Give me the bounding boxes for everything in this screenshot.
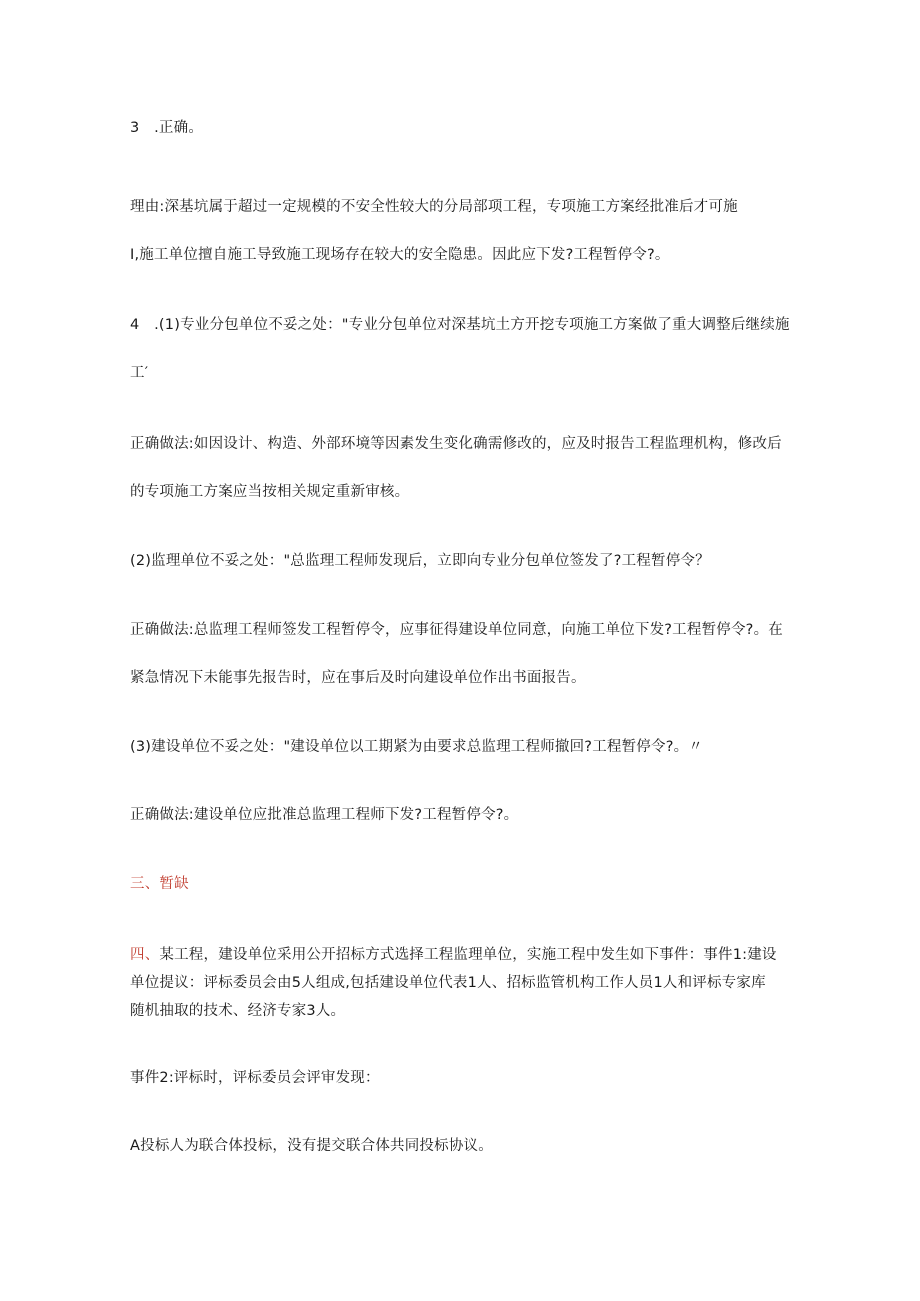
item-4-2-line: (2)监理单位不妥之处："总监理工程师发现后，立即向专业分包单位签发了?工程暂停令？ — [130, 553, 710, 569]
section-4-line-2: 单位提议：评标委员会由5人组成,包括建设单位代表1人、招标监管机构工作人员1人和评标专家库 — [130, 975, 766, 991]
event-2-line: 事件2:评标时，评标委员会评审发现： — [130, 1070, 380, 1086]
correct-practice-2-line-2: 紧急情况下未能事先报告时，应在事后及时向建设单位作出书面报告。 — [130, 670, 586, 686]
correct-practice-2-line-1: 正确做法:总监理工程师签发工程暂停令，应事征得建设单位同意，向施工单位下发?工程暂停令?。在 — [130, 622, 783, 638]
section-4-line-3: 随机抽取的技术、经济专家3人。 — [130, 1003, 346, 1019]
correct-practice-1-line-1: 正确做法:如因设计、构造、外部环境等因素发生变化确需修改的，应及时报告工程监理机构，修改后 — [130, 436, 782, 452]
section-4-line-1 — [130, 945, 777, 965]
item-4-3-line: (3)建设单位不妥之处："建设单位以工期紧为由要求总监理工程师撤回?工程暂停令?。〃 — [130, 739, 703, 755]
section-4-prefix: 四、 — [130, 947, 160, 963]
section-4-intro: 某工程，建设单位采用公开招标方式选择工程监理单位，实施工程中发生如下事件：事件1:建设 — [159, 947, 777, 963]
reason-line-2: I,施工单位擅自施工导致施工现场存在较大的安全隐患。因此应下发?工程暂停令?。 — [130, 247, 670, 263]
correct-practice-3-line: 正确做法:建设单位应批准总监理工程师下发?工程暂停令?。 — [130, 807, 519, 823]
bidder-a-line: A投标人为联合体投标，没有提交联合体共同投标协议。 — [130, 1138, 493, 1154]
item-4-1-line-1: 4 .(1)专业分包单位不妥之处："专业分包单位对深基坑土方开挖专项施工方案做了重大调整后继续施 — [130, 317, 790, 333]
item-4-1-line-2: 工′ — [130, 365, 149, 381]
correct-practice-1-line-2: 的专项施工方案应当按相关规定重新审核。 — [130, 484, 410, 500]
section-3-heading: 三、暂缺 — [130, 876, 189, 892]
reason-line-1: 理由:深基坑属于超过一定规模的不安全性较大的分局部项工程，专项施工方案经批准后才可施 — [130, 199, 738, 215]
item-3-answer: 3 .正确。 — [130, 120, 204, 136]
